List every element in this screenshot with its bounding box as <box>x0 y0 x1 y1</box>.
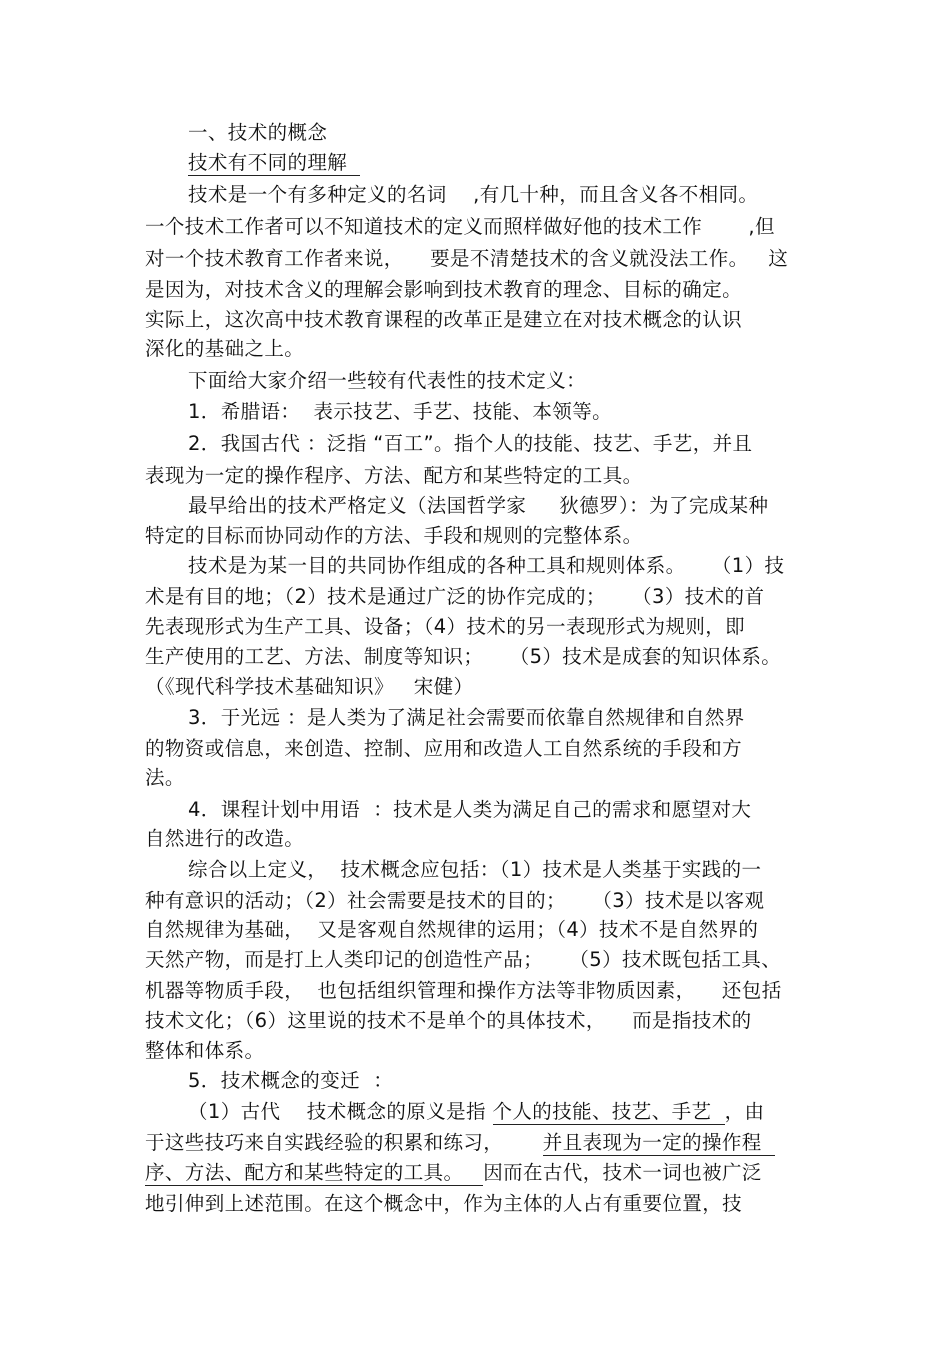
paragraph-line: 术是有目的地；（2）技术是通过广泛的协作完成的； （3）技术的首 <box>145 585 765 608</box>
paragraph-line: 1．希腊语： 表示技艺、手艺、技能、本领等。 <box>188 400 613 423</box>
paragraph-line: 是因为，对技术含义的理解会影响到技术教育的理念、目标的确定。 <box>145 278 743 301</box>
paragraph-line: 法。 <box>145 766 185 789</box>
paragraph-line: 种有意识的活动；（2）社会需要是技术的目的； （3）技术是以客观 <box>145 889 765 912</box>
paragraph-line: 一个技术工作者可以不知道技术的定义而照样做好他的技术工作 ,但 <box>145 215 775 238</box>
paragraph-line: 技术是为某一目的共同协作组成的各种工具和规则体系。 （1）技 <box>188 554 785 577</box>
paragraph-line: 先表现形式为生产工具、设备；（4）技术的另一表现形式为规则，即 <box>145 615 746 638</box>
paragraph-line: 技术是一个有多种定义的名词 ,有几十种，而且含义各不相同。 <box>188 183 759 206</box>
paragraph-line: 天然产物，而是打上人类印记的创造性产品； （5）技术既包括工具、 <box>145 948 782 971</box>
paragraph-line: 地引伸到上述范围。在这个概念中，作为主体的人占有重要位置，技 <box>145 1192 743 1215</box>
section-heading: 一、技术的概念 <box>188 121 328 144</box>
paragraph-line: （《现代科学技术基础知识》 宋健） <box>145 675 474 698</box>
paragraph-line: 对一个技术教育工作者来说， 要是不清楚技术的含义就没法工作。 这 <box>145 247 789 270</box>
paragraph-line: 机器等物质手段， 也包括组织管理和操作方法等非物质因素， 还包括 <box>145 979 782 1002</box>
paragraph-line: 最早给出的技术严格定义（法国哲学家 狄德罗）：为了完成某种 <box>188 494 769 517</box>
paragraph-line: （1）古代 技术概念的原义是指 个人的技能、技艺、手艺 ，由 <box>188 1100 765 1123</box>
subheading: 技术有不同的理解 <box>188 148 360 178</box>
paragraph-line: 实际上，这次高中技术教育课程的改革正是建立在对技术概念的认识 <box>145 308 743 331</box>
paragraph-line: 5．技术概念的变迁 ： <box>188 1069 394 1092</box>
paragraph-line: 生产使用的工艺、方法、制度等知识； （5）技术是成套的知识体系。 <box>145 645 782 668</box>
paragraph-line: 表现为一定的操作程序、方法、配方和某些特定的工具。 <box>145 464 643 487</box>
paragraph-line: 深化的基础之上。 <box>145 337 305 360</box>
paragraph-line: 4．课程计划中用语 ：技术是人类为满足自己的需求和愿望对大 <box>188 798 752 821</box>
paragraph-line: 于这些技巧来自实践经验的积累和练习， 并且表现为一定的操作程 <box>145 1131 775 1154</box>
paragraph-line: 整体和体系。 <box>145 1039 265 1062</box>
paragraph-line: 技术文化；（6）这里说的技术不是单个的具体技术， 而是指技术的 <box>145 1009 752 1032</box>
paragraph-line: 序、方法、配方和某些特定的工具。 因而在古代，技术一词也被广泛 <box>145 1161 762 1184</box>
paragraph-line: 的物资或信息，来创造、控制、应用和改造人工自然系统的手段和方 <box>145 737 743 760</box>
paragraph-line: 特定的目标而协同动作的方法、手段和规则的完整体系。 <box>145 524 643 547</box>
paragraph-line: 综合以上定义， 技术概念应包括：（1）技术是人类基于实践的一 <box>188 858 762 881</box>
paragraph-line: 2．我国古代 ：泛指 “百工”。指个人的技能、技艺、手艺，并且 <box>188 432 753 455</box>
paragraph-line: 3．于光远 ：是人类为了满足社会需要而依靠自然规律和自然界 <box>188 706 745 729</box>
paragraph-line: 自然进行的改造。 <box>145 827 305 850</box>
paragraph-line: 下面给大家介绍一些较有代表性的技术定义： <box>188 369 587 392</box>
paragraph-line: 自然规律为基础， 又是客观自然规律的运用；（4）技术不是自然界的 <box>145 918 759 941</box>
